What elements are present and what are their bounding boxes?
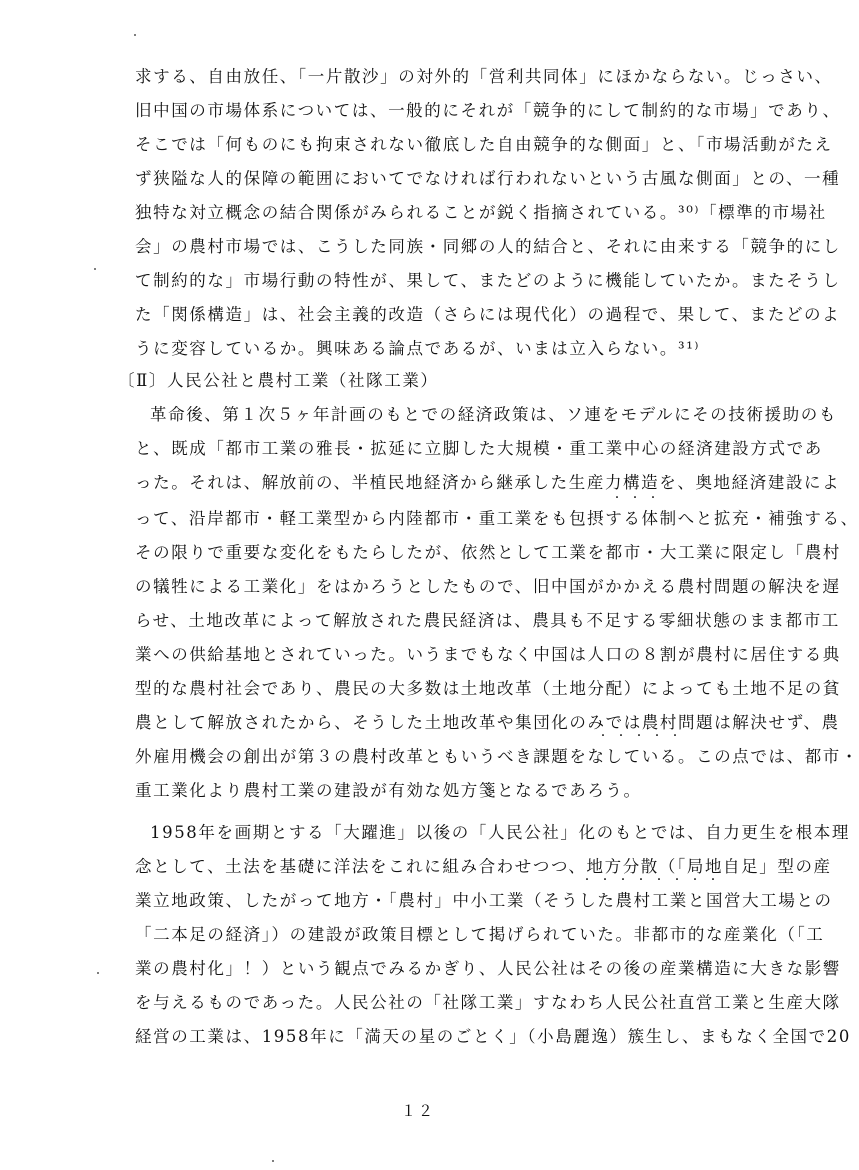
text-line: の犠牲による工業化」をはかろうとしたもので、旧中国がかかえる農村問題の解決を遅: [135, 577, 841, 596]
text-line: 会」の農村市場では、こうした同族・同郷の人的結合と、それに由来する「競争的にし: [135, 237, 841, 256]
scan-speck: [272, 1160, 274, 1162]
text-line: と、既成「都市工業の雅長・拡延に立脚した大規模・重工業中心の経済建設方式であ: [135, 439, 823, 458]
text-line: ず狭隘な人的保障の範囲においてでなければ行われないという古風な側面」との、一種: [135, 169, 841, 188]
scan-speck: [94, 268, 96, 270]
page-number: １２: [400, 1102, 435, 1120]
text-line: 業立地政策、したがって地方・「農村」中小工業（そうした農村工業と国営大工場との: [135, 891, 833, 910]
text-line: らせ、土地改革によって解放された農民経済は、農具も不足する零細状態のまま都市工: [135, 611, 840, 630]
text-line: その限りで重要な変化をもたらしたが、依然として工業を都市・大工業に限定し「農村: [135, 543, 841, 562]
text-line: 業の農村化」！）という観点でみるかぎり、人民公社はその後の産業構造に大きな影響: [135, 959, 841, 978]
text-line: 重工業化より農村工業の建設が有効な処方箋となるであろう。: [135, 781, 642, 800]
text-line: て制約的な」市場行動の特性が、果して、またどのように機能していたか。またそうし: [135, 271, 841, 290]
text-line: 「二本足の経済」）の建設が政策目標として掲げられていた。非都市的な産業化（「工: [135, 925, 825, 944]
text-line: 革命後、第１次５ヶ年計画のもとでの経済政策は、ソ連をモデルにその技術援助のも: [150, 405, 837, 424]
text-line: 外雇用機会の創出が第３の農村改革ともいうべき課題をなしている。この点では、都市・: [135, 747, 859, 766]
text-line: 念として、土法を基礎に洋法をこれに組み合わせつつ、地方分散（「局地自足」型の産: [135, 857, 832, 876]
text-line: 型的な農村社会であり、農民の大多数は土地改革（土地分配）によっても土地不足の貧: [135, 679, 841, 698]
text-line: った。それは、解放前の、半植民地経済から継承した生産力構造を、奥地経済建設によ: [135, 473, 841, 492]
scan-speck: [134, 34, 136, 36]
text-line: 業への供給基地とされていった。いうまでもなく中国は人口の８割が農村に居住する典: [135, 645, 841, 664]
text-line: そこでは「何ものにも拘束されない徹底した自由競争的な側面」と、「市場活動がたえ: [135, 135, 833, 154]
emphasis-dots: ・・・: [612, 493, 666, 504]
text-line: 旧中国の市場体系については、一般的にそれが「競争的にして制約的な市場」であり、: [135, 101, 841, 120]
text-line: 経営の工業は、1958年に「満天の星のごとく」（小島麗逸）簇生し、まもなく全国で20: [135, 1027, 851, 1046]
emphasis-dots: ・・・・・・・・: [582, 875, 726, 886]
text-line: 求する、自由放任、「一片散沙」の対外的「営利共同体」にほかならない。じっさい、: [135, 67, 833, 86]
section-heading: 〔Ⅱ〕人民公社と農村工業（社隊工業）: [118, 371, 439, 390]
scan-speck: [97, 972, 99, 974]
text-line: って、沿岸都市・軽工業型から内陸都市・重工業をも包摂する体制へと拡充・補強する、: [135, 509, 859, 528]
text-line: 1958年を画期とする「大躍進」以後の「人民公社」化のもとでは、自力更生を根本理: [150, 823, 850, 842]
text-line: た「関係構造」は、社会主義的改造（さらには現代化）の過程で、果して、またどのよ: [135, 305, 841, 324]
text-line: を与えるものであった。人民公社の「社隊工業」すなわち人民公社直営工業と生産大隊: [135, 993, 841, 1012]
emphasis-dots: ・・・・・: [598, 731, 688, 742]
text-line: 農として解放されたから、そうした土地改革や集団化のみでは農村問題は解決せず、農: [135, 713, 840, 732]
text-line: うに変容しているか。興味ある論点であるが、いまは立入らない。³¹⁾: [135, 339, 701, 358]
text-line: 独特な対立概念の結合関係がみられることが鋭く指摘されている。³⁰⁾「標準的市場社: [135, 203, 827, 222]
